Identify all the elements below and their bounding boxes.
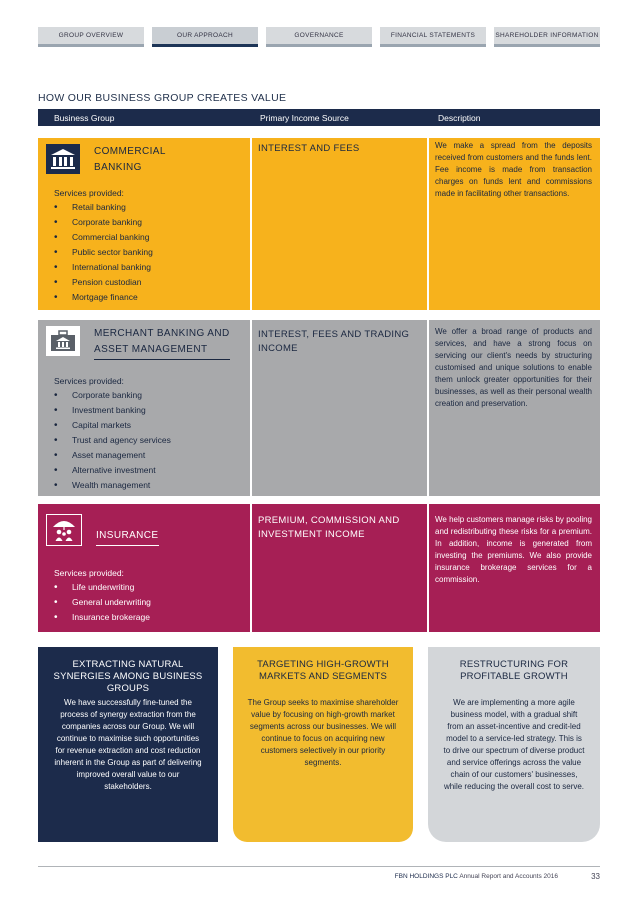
page-footer [38,866,600,881]
income-cell [252,138,427,310]
strategy-box-restructuring [428,647,600,842]
group-title [94,326,230,360]
services-list [54,580,151,625]
header-business-group: Business Group [54,112,115,123]
group-cell [38,320,250,496]
tab-group-overview[interactable]: GROUP OVERVIEW [38,27,144,47]
list-item: • Insurance brokerage [54,610,151,625]
list-item: • Alternative investment [54,463,171,478]
page-number: 33 [591,872,600,881]
income-line1: PREMIUM, COMMISSION AND [258,515,400,526]
box-title: RESTRUCTURING FOR PROFITABLE GROWTH [459,659,569,682]
list-item: • Life underwriting [54,580,151,595]
bank-building-icon [46,144,80,174]
page-heading: HOW OUR BUSINESS GROUP CREATES VALUE [38,92,287,104]
description-text: We help customers manage risks by pooling and redistributing these risks for a premium. In addition, income is generated from investing the premiums. We also provide insurance brokerage services for a commission. [435,515,592,584]
group-title-box [46,514,159,546]
income-source [258,514,400,542]
box-body: We have successfully fine-tuned the process of synergy extraction from the companies across our Group. We will continue to maximise such opportunities for revenue extraction and cost reduction inherent in the Group as part of delivering improved overall value to our stakeholders. [54,698,202,791]
income-line2: INCOME [258,343,298,354]
list-item: • International banking [54,260,153,275]
group-title-box [46,326,230,360]
description-cell [429,138,600,310]
footer-report: Annual Report and Accounts 2016 [459,873,558,880]
income-cell [252,504,427,632]
footer-company: FBN HOLDINGS PLC [394,873,458,880]
income-line1: INTEREST, FEES AND TRADING [258,329,410,340]
section-nav [38,27,600,47]
tab-financial-statements[interactable]: FINANCIAL STATEMENTS [380,27,486,47]
group-title-line1: COMMERCIAL [94,146,166,157]
list-item: • Corporate banking [54,215,153,230]
box-title: EXTRACTING NATURAL SYNERGIES AMONG BUSINESS GROUPS [53,659,203,694]
description-cell [429,320,600,496]
tab-governance[interactable]: GOVERNANCE [266,27,372,47]
list-item: • Mortgage finance [54,290,153,305]
income-line2: INVESTMENT INCOME [258,529,365,540]
strategy-box-high-growth [233,647,413,842]
group-title-box [46,144,166,177]
table-row-commercial-banking [38,138,600,310]
box-body: We are implementing a more agile business model, with a gradual shift from an asset-incentive and credit-led model to a service-led strategy. This is to drive our spectrum of diverse product and service offerings across the value chain of our customers' businesses, while reducing the overall cost to serve. [443,698,585,791]
strategy-box-synergies [38,647,218,842]
footer-text [395,873,558,880]
list-item: • Trust and agency services [54,433,171,448]
table-row-merchant-banking [38,320,600,496]
table-header [38,109,600,126]
header-description: Description [438,112,481,123]
group-title-line1: MERCHANT BANKING AND [94,328,230,339]
income-source: INTEREST AND FEES [258,143,360,154]
list-item: • Wealth management [54,478,171,493]
description-text: We offer a broad range of products and services, and have a strong focus on servicing our client's needs by structuring customised and unique solutions to enable them unlock greater opportunities for their businesses, as well as their personal wealth creation and preservation. [435,327,592,408]
box-body: The Group seeks to maximise shareholder value by focusing on high-growth market segments across our businesses. We will continue to focus on acquiring new customers selectively in our priority segments. [247,698,399,767]
table-row-insurance [38,504,600,632]
box-title: TARGETING HIGH-GROWTH MARKETS AND SEGMENTS [257,659,389,682]
list-item: • Corporate banking [54,388,171,403]
list-item: • Commercial banking [54,230,153,245]
list-item: • Pension custodian [54,275,153,290]
list-item: • Investment banking [54,403,171,418]
group-title [96,528,159,546]
tab-shareholder-information[interactable]: SHAREHOLDER INFORMATION [494,27,600,47]
header-income-source: Primary Income Source [260,112,349,123]
group-title-line2: ASSET MANAGEMENT [94,344,208,355]
list-item: • General underwriting [54,595,151,610]
services-list [54,200,153,305]
income-source [258,328,409,356]
list-item: • Public sector banking [54,245,153,260]
services-label: Services provided: [54,188,124,198]
tab-our-approach[interactable]: OUR APPROACH [152,27,258,47]
services-label: Services provided: [54,376,124,386]
services-list [54,388,171,493]
group-title [94,144,166,177]
list-item: • Retail banking [54,200,153,215]
group-cell [38,138,250,310]
income-cell [252,320,427,496]
description-cell [429,504,600,632]
description-text: We make a spread from the deposits received from customers and the funds lent. Fee income is made from transaction charges on funds lent and commissions made in facilitating other transactions. [435,141,592,198]
group-cell [38,504,250,632]
group-title-line1: INSURANCE [96,530,159,541]
services-label: Services provided: [54,568,124,578]
list-item: • Capital markets [54,418,171,433]
list-item: • Asset management [54,448,171,463]
umbrella-family-icon [46,514,82,546]
briefcase-bank-icon [46,326,80,356]
group-title-line2: BANKING [94,162,142,173]
